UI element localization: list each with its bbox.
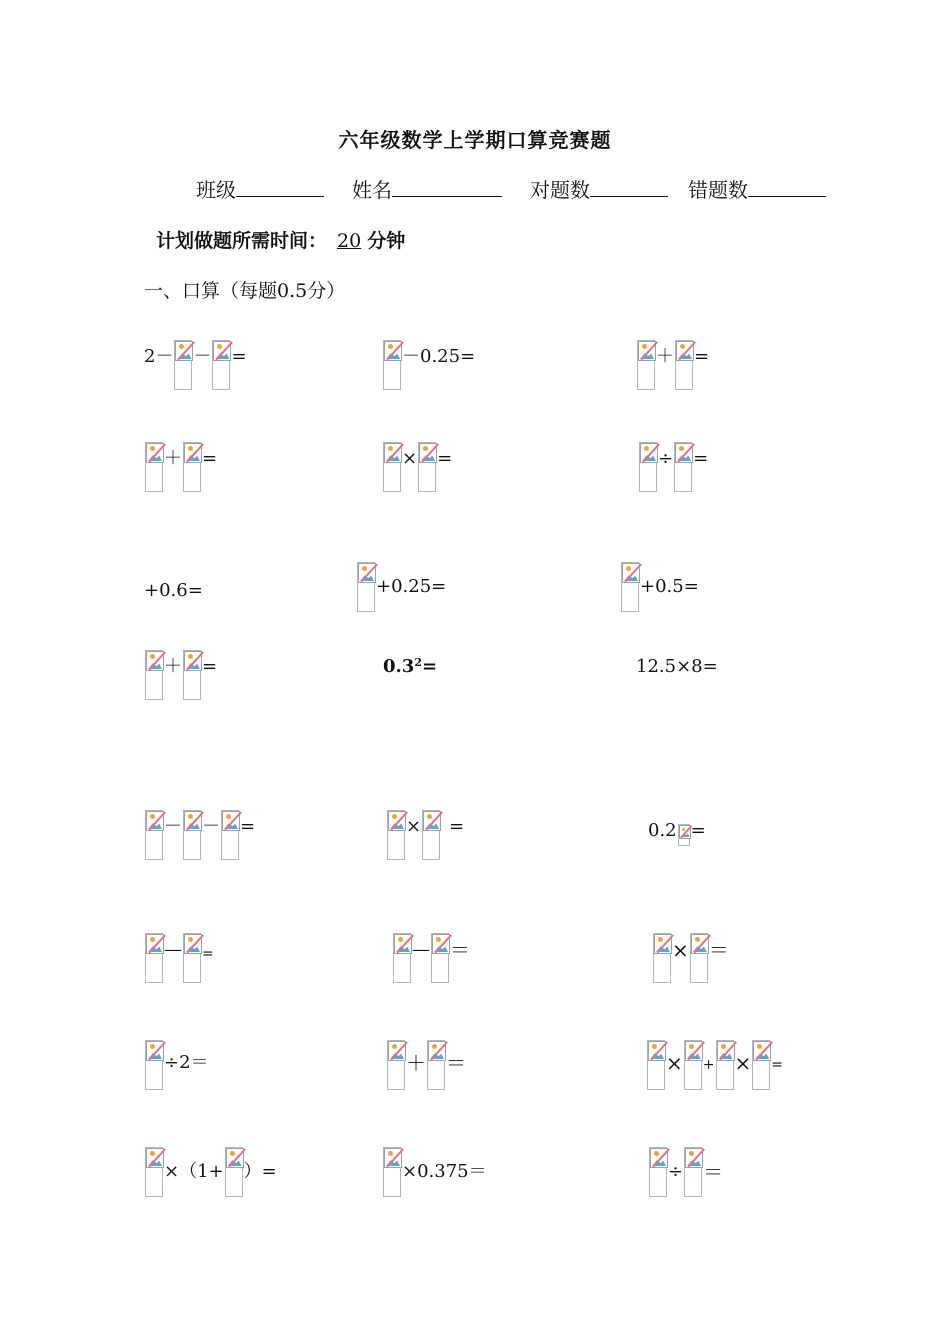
expr-text: ×: [672, 938, 689, 962]
fraction-image-icon: [357, 562, 375, 612]
expr-text: +: [702, 1057, 715, 1073]
problem: [383, 650, 437, 680]
fraction-image-icon: [684, 1040, 702, 1090]
problem: [386, 810, 464, 860]
expr-text: －: [202, 816, 220, 837]
fraction-image-icon: [183, 442, 201, 492]
correct-field: [530, 174, 668, 203]
expr-text: 0.3: [383, 656, 415, 677]
expr-text: ＝: [450, 938, 470, 962]
fraction-image-icon: [393, 933, 411, 983]
plan-minutes[interactable]: 20: [337, 230, 362, 252]
fraction-image-icon: [221, 810, 239, 860]
problem: [386, 1040, 466, 1090]
fraction-image-icon: [690, 933, 708, 983]
problem: [356, 562, 446, 612]
correct-blank[interactable]: [590, 176, 668, 197]
expr-text: =: [421, 656, 438, 677]
fraction-image-icon: [174, 340, 192, 390]
fraction-image-icon: [431, 933, 449, 983]
fraction-image-icon: [183, 650, 201, 700]
fraction-image-icon: [145, 933, 163, 983]
problem: [648, 814, 706, 846]
wrong-field: [688, 174, 826, 203]
expr-text: =: [449, 816, 465, 837]
problem: [620, 562, 699, 612]
expr-text: ×: [734, 1051, 752, 1075]
expr-text: 0.2: [648, 820, 677, 841]
expr-text: =: [694, 346, 710, 367]
fraction-image-icon: [418, 442, 436, 492]
fraction-image-icon: [225, 1147, 243, 1197]
problem: [382, 442, 452, 492]
expr-text: =: [202, 448, 218, 469]
expr-text: —: [412, 939, 430, 960]
expr-text: —: [164, 939, 182, 960]
expr-text: =: [202, 656, 218, 677]
plan-label: 计划做题所需时间：: [156, 230, 328, 252]
expr-text: －: [164, 816, 182, 837]
problem: [382, 340, 475, 390]
fraction-image-icon: [674, 442, 692, 492]
expr-text: 2－: [144, 346, 174, 367]
expr-text: ＋: [656, 346, 674, 367]
name-label: 姓名: [352, 178, 392, 202]
problem: [636, 650, 718, 680]
fraction-image-icon: [675, 340, 693, 390]
expr-text: ）=: [243, 1161, 277, 1182]
expr-text: =: [690, 820, 706, 841]
fraction-image-icon: [145, 442, 163, 492]
fraction-image-icon: [212, 340, 230, 390]
fraction-image-icon: [383, 1147, 401, 1197]
expr-text: ＋: [164, 656, 182, 677]
expr-text: +0.5=: [640, 576, 699, 597]
fraction-image-icon: [383, 442, 401, 492]
fraction-image-icon: [145, 650, 163, 700]
problem: [648, 1147, 723, 1197]
fraction-image-icon: [653, 933, 671, 983]
name-field: [352, 174, 502, 203]
planned-time: [156, 226, 405, 253]
problem: [144, 1040, 209, 1090]
problem: [144, 1147, 277, 1197]
fraction-image-icon: [145, 1147, 163, 1197]
problem: [392, 933, 470, 983]
expr-text: =: [771, 1057, 783, 1073]
correct-label: 对题数: [530, 178, 590, 202]
expr-text: ÷: [658, 448, 674, 469]
expr-text: －0.25=: [402, 346, 476, 367]
expr-text: =: [202, 946, 214, 962]
problem: [144, 574, 203, 604]
plan-unit: 分钟: [367, 230, 406, 252]
fraction-image-icon: [183, 810, 201, 860]
fraction-image-icon: [621, 562, 639, 612]
fraction-image-icon: [387, 1040, 405, 1090]
fraction-image-icon: [716, 1040, 734, 1090]
fraction-image-icon: [752, 1040, 770, 1090]
wrong-blank[interactable]: [748, 176, 826, 197]
expr-text: ÷2＝: [164, 1052, 209, 1073]
fraction-image-icon: [649, 1147, 667, 1197]
fraction-image-icon: [145, 810, 163, 860]
problem: [144, 340, 247, 390]
expr-text: ＝: [703, 1160, 724, 1184]
problem: [638, 442, 708, 492]
expr-text: ÷: [668, 1161, 684, 1182]
expr-text: ＝: [708, 938, 729, 962]
fraction-image-icon: [383, 340, 401, 390]
fraction-image-icon: [145, 1040, 163, 1090]
problem: [144, 810, 255, 860]
expr-text: +0.25=: [376, 576, 447, 597]
fraction-image-icon: [387, 810, 405, 860]
expr-text: =: [240, 816, 256, 837]
fraction-image-icon: [183, 933, 201, 983]
name-blank[interactable]: [392, 176, 502, 197]
page-title: 六年级数学上学期口算竞赛题: [338, 128, 612, 152]
fraction-image-icon: [427, 1040, 445, 1090]
expr-text: =: [693, 448, 709, 469]
fraction-image-icon: [678, 824, 690, 846]
expr-text: +0.6=: [144, 580, 203, 601]
class-label: 班级: [196, 178, 236, 202]
fraction-image-icon: [422, 810, 440, 860]
class-blank[interactable]: [236, 176, 324, 197]
expr-text: ＝: [446, 1051, 466, 1075]
expr-text: ＋: [164, 448, 182, 469]
problem: [144, 650, 217, 700]
expr-text: ＋: [406, 1051, 426, 1075]
section-heading: 一、口算（每题0.5分）: [144, 280, 346, 302]
exponent: 2: [414, 656, 422, 669]
expr-text: ×（1+: [164, 1161, 224, 1182]
problem: [144, 442, 217, 492]
wrong-label: 错题数: [688, 178, 748, 202]
fraction-image-icon: [639, 442, 657, 492]
problem: [636, 340, 709, 390]
expr-text: ×: [666, 1051, 683, 1075]
expr-text: ×: [406, 816, 422, 837]
problem: [382, 1147, 487, 1197]
expr-text: 12.5×8=: [636, 656, 718, 677]
expr-text: =: [437, 448, 453, 469]
fraction-image-icon: [684, 1147, 702, 1197]
class-field: [196, 174, 324, 203]
problem: [652, 933, 729, 983]
fraction-image-icon: [637, 340, 655, 390]
problem: [646, 1040, 783, 1090]
problem: [144, 933, 214, 983]
expr-text: －: [193, 346, 212, 367]
fraction-image-icon: [647, 1040, 665, 1090]
expr-text: ×: [402, 448, 418, 469]
expr-text: ×0.375＝: [402, 1161, 487, 1182]
expr-text: =: [231, 346, 247, 367]
